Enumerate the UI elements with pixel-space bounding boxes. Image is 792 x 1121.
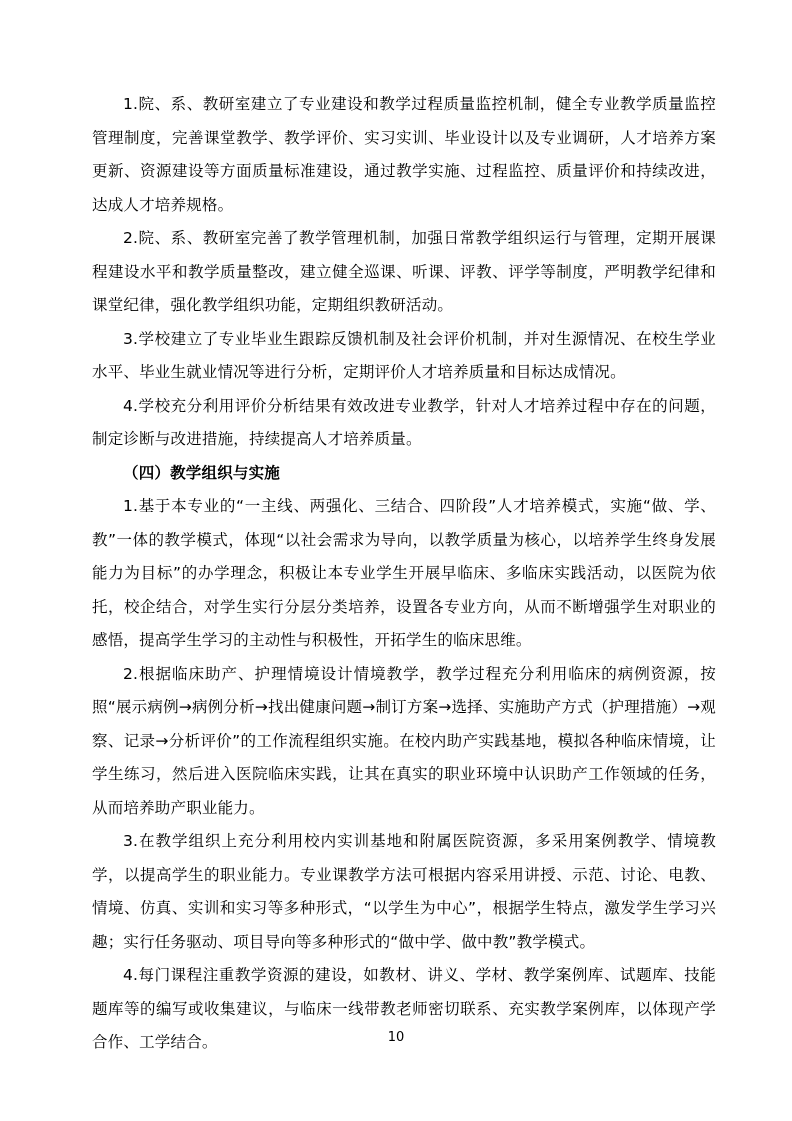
- page-body: [92, 88, 716, 1060]
- paragraph-7: 3.在教学组织上充分利用校内实训基地和附属医院资源，多采用案例教学、情境教学，以提高学生的职业能力。专业课教学方法可根据内容采用讲授、示范、讨论、电教、情境、仿真、实训和实习等多种形式，“以学生为中心”，根据学生特点，激发学生学习兴趣；实行任务驱动、项目导向等多种形式的“做中学、做中教”教学模式。: [92, 832, 716, 951]
- page-number: 10: [387, 1030, 405, 1045]
- paragraph-8: 4.每门课程注重教学资源的建设，如教材、讲义、学材、教学案例库、试题库、技能题库等的编写或收集建议，与临床一线带教老师密切联系、充实教学案例库，以体现产学合作、工学结合。: [92, 966, 716, 1051]
- paragraph-5: 1.基于本专业的“一主线、两强化、三结合、四阶段”人才培养模式，实施“做、学、教”一体的教学模式，体现“以社会需求为导向，以教学质量为核心，以培养学生终身发展能力为目标”的办学理念，积极让本专业学生开展早临床、多临床实践活动，以医院为依托，校企结合，对学生实行分层分类培养，设置各专业方向，从而不断增强学生对职业的感悟，提高学生学习的主动性与积极性，开拓学生的临床思维。: [92, 497, 716, 649]
- section-heading: （四）教学组织与实施: [123, 463, 281, 482]
- paragraph-1: 1.院、系、教研室建立了专业建设和教学过程质量监控机制，健全专业教学质量监控管理制度，完善课堂教学、教学评价、实习实训、毕业设计以及专业调研，人才培养方案更新、资源建设等方面质量标准建设，通过教学实施、过程监控、质量评价和持续改进，达成人才培养规格。: [92, 95, 716, 214]
- paragraph-6: 2.根据临床助产、护理情境设计情境教学，教学过程充分利用临床的病例资源，按照“展示病例→病例分析→找出健康问题→制订方案→选择、实施助产方式（护理措施）→观察、记录→分析评价”的工作流程组织实施。在校内助产实践基地，模拟各种临床情境，让学生练习，然后进入医院临床实践，让其在真实的职业环境中认识助产工作领域的任务，从而培养助产职业能力。: [92, 664, 716, 817]
- paragraph-4: 4.学校充分利用评价分析结果有效改进专业教学，针对人才培养过程中存在的问题，制定诊断与改进措施，持续提高人才培养质量。: [92, 396, 716, 448]
- paragraph-2: 2.院、系、教研室完善了教学管理机制，加强日常教学组织运行与管理，定期开展课程建设水平和教学质量整改，建立健全巡课、听课、评教、评学等制度，严明教学纪律和课堂纪律，强化教学组织功能，定期组织教研活动。: [92, 229, 716, 314]
- paragraph-3: 3.学校建立了专业毕业生跟踪反馈机制及社会评价机制，并对生源情况、在校生学业水平、毕业生就业情况等进行分析，定期评价人才培养质量和目标达成情况。: [92, 329, 716, 381]
